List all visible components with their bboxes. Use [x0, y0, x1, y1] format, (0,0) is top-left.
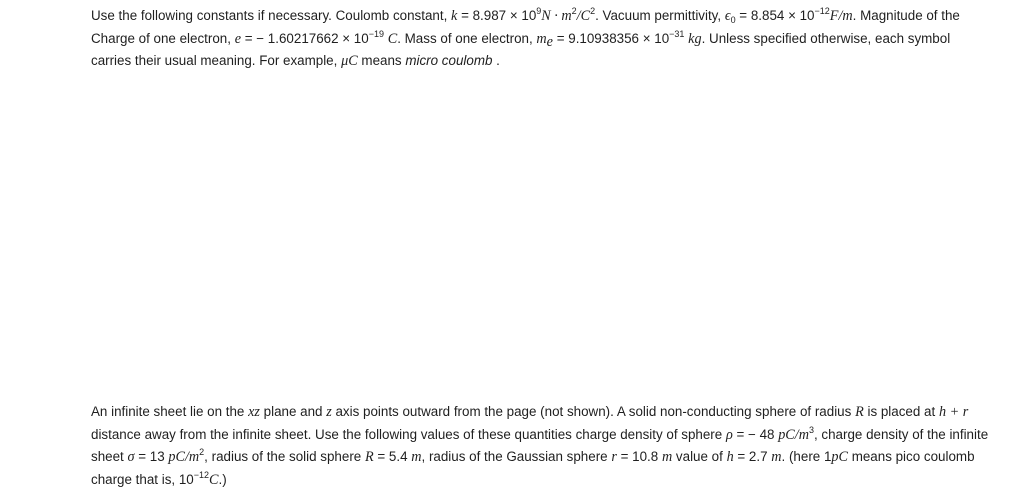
pc-unit: pC: [831, 449, 848, 465]
problem-text-9: value of: [675, 449, 723, 464]
eps-unit: F/m: [829, 8, 853, 24]
rho-unit: pC/m: [778, 426, 809, 443]
problem-text-5: distance away from the infinite sheet. Use the following values of these quantities charge density of sphere: [91, 426, 723, 442]
k-value: 8.987 × 10: [472, 8, 537, 23]
coulomb-label: Coulomb constant,: [335, 8, 448, 23]
radius-symbol: R: [855, 404, 864, 420]
problem-text-6: , charge density of the infinite sheet: [91, 426, 989, 464]
k-exponent: 9: [536, 6, 542, 16]
me-unit: kg: [688, 30, 702, 47]
me-value: 9.10938356 × 10: [568, 30, 670, 46]
eps-label: Vacuum permittivity,: [602, 8, 722, 23]
e-value: − 1.60217662 × 10: [256, 30, 369, 46]
xz-plane-symbol: xz: [248, 404, 260, 420]
e-label: Magnitude of the Charge of one electron,: [91, 8, 960, 46]
constants-paragraph: Use the following constants if necessary. Coulomb constant, $k = 8.987 \times 10^9N \cdot m^2/C^2$. Vacuum permittivity, $\epsilon_0 = 8.854 \times 10^{-12}F/m$. Magnitude of the Charge of one electron, e = − $1.60217662 \times 10^{-19}$ C. Mass of one electron, $m_e = 9.10938356 \times 10^{-31}$ kg. Unless specified otherwise, each symbol carries their usual meaning. For example, μC means micro coulomb .: [91, 6, 960, 69]
k-unit-c: /C: [576, 8, 591, 24]
problem-paragraph: An infinite sheet lie on the xz plane and z axis points outward from the page (not shown). A solid non-conducting sphere of radius R is placed at h + r distance away from the infinite sheet. Use the following values of these quantities charge density of sphere ρ = − 48 $pC/m^3$, charge density of the infinite sheet σ = 13 $pC/m^2$, radius of the solid sphere R = 5.4 m, radius of the Gaussian sphere r = 10.8 m value of h = 2.7 m. (here 1pC means pico coulomb charge that is, $10^{-12}C$.): [91, 404, 989, 488]
pc-c-unit: C: [209, 471, 219, 488]
problem-text-2: plane and: [263, 404, 323, 419]
pc-exponent: −12: [193, 469, 210, 480]
constants-intro: Use the following constants if necessary.: [91, 8, 332, 23]
e-exponent: −19: [368, 28, 384, 39]
sigma-value: 13: [149, 449, 165, 464]
problem-text-10: . (here 1: [781, 449, 832, 464]
uc-text: micro coulomb: [405, 53, 493, 68]
me-label: Mass of one electron,: [404, 30, 533, 46]
R-value: 5.4: [388, 449, 408, 464]
sigma-exponent: 2: [199, 447, 205, 457]
me-exponent: −31: [669, 28, 685, 39]
h-value: 2.7: [748, 449, 768, 464]
rho-value: − 48: [748, 426, 775, 442]
uc-means: means: [361, 53, 402, 68]
R-unit: m: [411, 449, 422, 465]
problem-text-8: , radius of the Gaussian sphere: [421, 449, 608, 464]
h-plus-r-symbol: h + r: [938, 404, 969, 420]
problem-text-12: .): [218, 471, 227, 487]
problem-text-11: means pico coulomb charge that is, 10: [91, 449, 975, 487]
eps-value: 8.854 × 10: [750, 8, 815, 23]
r-value: 10.8: [632, 449, 659, 464]
h-unit: m: [771, 449, 782, 465]
k-unit-n-m: N · m: [541, 8, 572, 24]
z-axis-symbol: z: [326, 404, 332, 420]
uc-symbol: μC: [341, 53, 358, 69]
problem-text-4: is placed at: [867, 404, 936, 419]
sigma-unit: pC/m: [168, 449, 200, 465]
k-unit-c-exponent: 2: [590, 6, 596, 16]
problem-text-1: An infinite sheet lie on the: [91, 404, 245, 419]
problem-text-7: , radius of the solid sphere: [204, 449, 362, 464]
problem-text-3: axis points outward from the page (not shown). A solid non-conducting sphere of radius: [335, 404, 852, 419]
k-unit-m-exponent: 2: [571, 6, 577, 16]
eps-exponent: −12: [814, 6, 830, 16]
rho-exponent: 3: [808, 424, 814, 435]
r-unit: m: [661, 449, 673, 465]
e-unit: C: [387, 30, 398, 47]
usual-meaning-text: Unless specified otherwise, each symbol carries their usual meaning. For example,: [91, 30, 951, 68]
